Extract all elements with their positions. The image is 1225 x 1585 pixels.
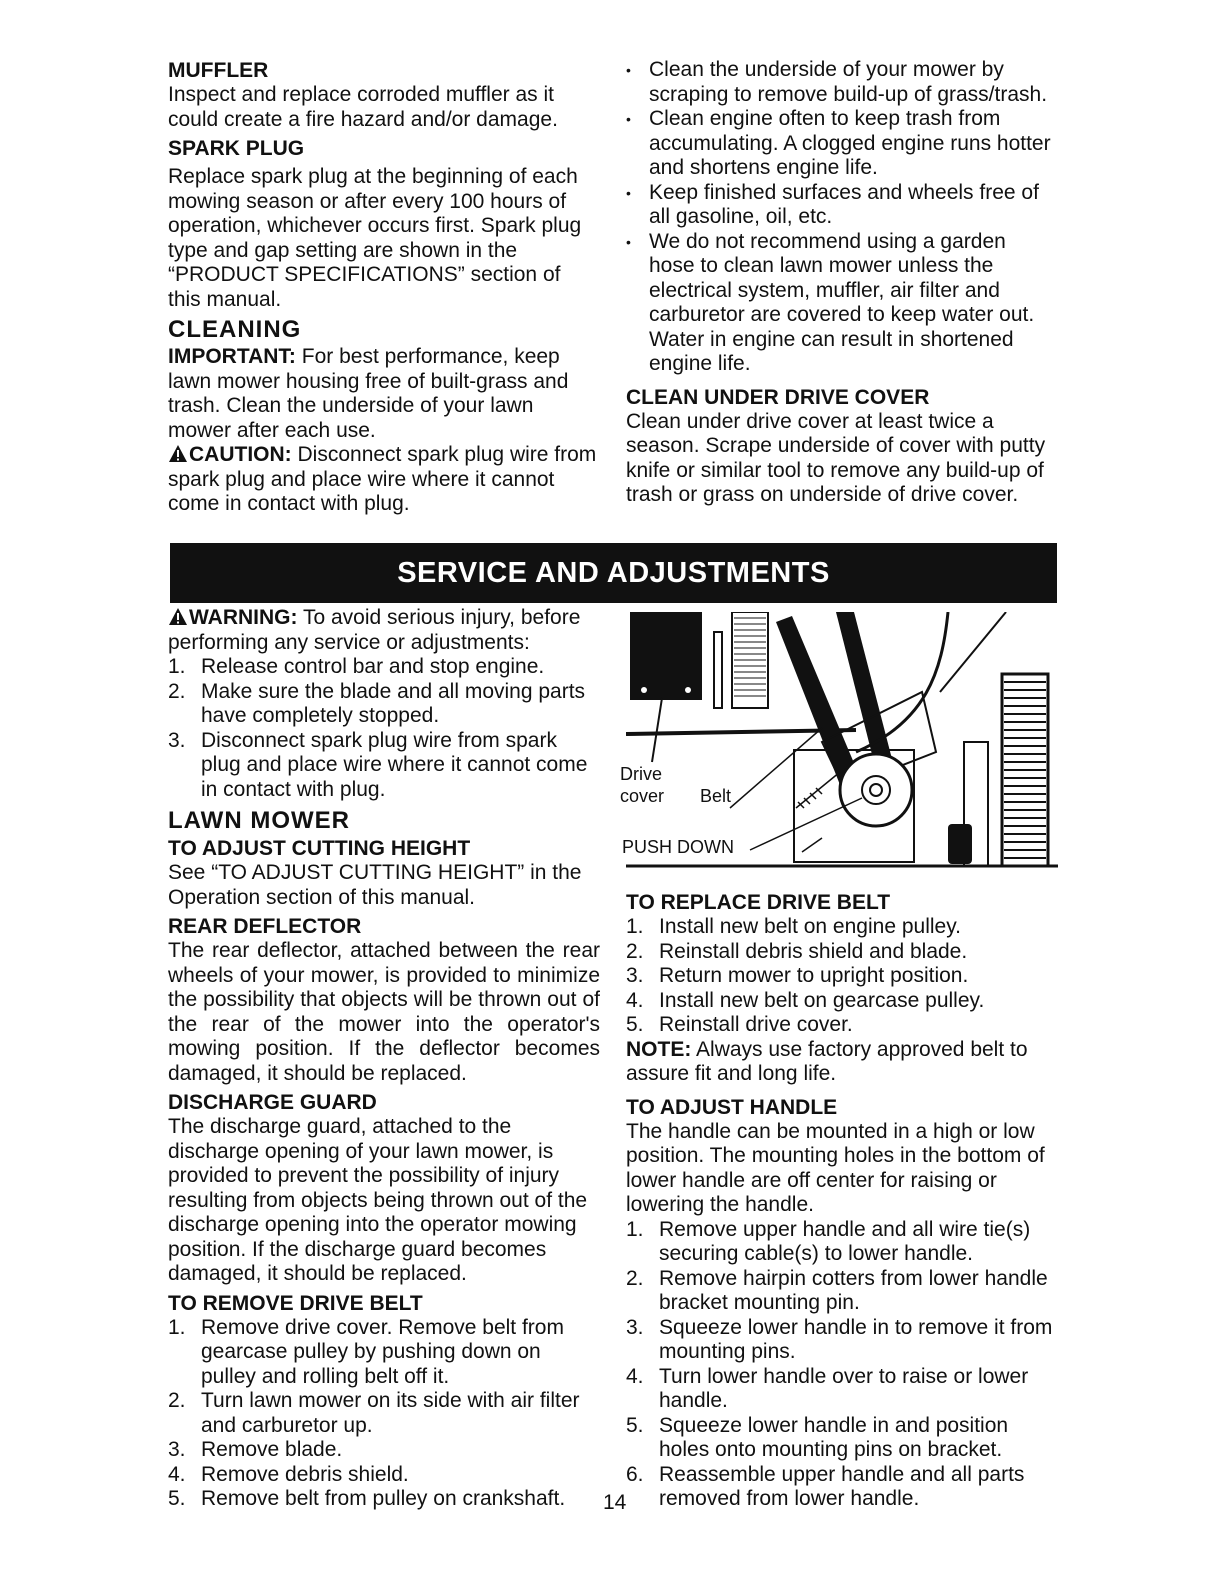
replace-step-text: Install new belt on engine pulley.: [659, 915, 961, 938]
section-banner: SERVICE AND ADJUSTMENTS: [170, 543, 1057, 603]
rear-deflector-text: The rear deflector, attached between the rear wheels of your mower, is provided to minimize the possibility that objects will be thrown out of the rear of the mower into the operator's mowing position. If the deflector becomes damaged, it should be replaced.: [168, 939, 600, 1085]
important-paragraph: [168, 345, 598, 443]
handle-step-text: Squeeze lower handle in and position holes onto mounting pins on bracket.: [659, 1413, 1009, 1461]
caution-text: Disconnect spark plug wire from spark plug and place wire where it cannot come in contact with plug.: [168, 443, 597, 515]
list-item: 3. Squeeze lower handle in to remove it from mounting pins.: [626, 1315, 1053, 1363]
list-item: 1. Release control bar and stop engine.: [168, 655, 545, 678]
list-item: 1. Install new belt on engine pulley.: [626, 915, 961, 938]
lawn-mower-heading: LAWN MOWER: [168, 807, 350, 834]
replace-drive-belt-heading: TO REPLACE DRIVE BELT: [626, 891, 891, 914]
remove-step-text: Remove debris shield.: [201, 1462, 409, 1486]
list-item: 2. Remove hairpin cotters from lower handle bracket mounting pin.: [626, 1266, 1048, 1314]
warning-paragraph: [168, 606, 600, 655]
list-item: 5. Reinstall drive cover.: [626, 1013, 853, 1036]
replace-step-text: Reinstall drive cover.: [659, 1013, 853, 1036]
discharge-guard-heading: DISCHARGE GUARD: [168, 1091, 377, 1114]
top-left-column: [168, 58, 598, 517]
list-item: 5. Remove belt from pulley on crankshaft.: [168, 1487, 566, 1510]
handle-step-text: Squeeze lower handle in to remove it from mounting pins.: [659, 1315, 1053, 1363]
adjust-handle-heading: TO ADJUST HANDLE: [626, 1095, 838, 1119]
replace-step-text: Return mower to upright position.: [659, 964, 969, 987]
remove-step-text: Remove drive cover. Remove belt from gearcase pulley by pushing down on pulley and rolling belt off it.: [201, 1315, 564, 1388]
cleaning-bullet: • We do not recommend using a garden hose to clean lawn mower unless the electrical system, muffler, air filter and carburetor are covered to keep water out. Water in engine can result in shortened engine life.: [616, 230, 1056, 377]
list-item: 1. Remove drive cover. Remove belt from gearcase pulley by pushing down on pulley and rolling belt off it.: [168, 1315, 564, 1388]
discharge-guard-text: The discharge guard, attached to the discharge opening of your lawn mower, is provided to prevent the possibility of injury resulting from objects being thrown out of the discharge opening into the operator mowing position. If the discharge guard becomes damaged, it should be replaced.: [168, 1115, 588, 1285]
page-number: 14: [603, 1491, 627, 1514]
caution-label: CAUTION:: [189, 443, 292, 466]
list-item: 5. Squeeze lower handle in and position holes onto mounting pins on bracket.: [626, 1413, 1009, 1461]
caution-paragraph: [168, 443, 598, 517]
warning-step-text: Make sure the blade and all moving parts have completely stopped.: [201, 679, 586, 727]
bottom-left-column: [168, 606, 600, 1512]
replace-drive-belt-steps: [626, 915, 1056, 1038]
list-item: 2. Make sure the blade and all moving parts have completely stopped.: [168, 679, 586, 727]
figure-label-belt: Belt: [700, 786, 732, 806]
top-right-column: [616, 58, 1056, 508]
warning-triangle-icon: [168, 607, 188, 626]
important-label: IMPORTANT:: [168, 345, 296, 368]
adjust-cutting-height-heading: TO ADJUST CUTTING HEIGHT: [168, 837, 471, 860]
cleaning-bullet: • Keep finished surfaces and wheels free of all gasoline, oil, etc.: [616, 181, 1056, 230]
list-item: 4. Remove debris shield.: [168, 1462, 409, 1486]
rear-deflector-heading: REAR DEFLECTOR: [168, 915, 362, 938]
figure-label-push-down: PUSH DOWN: [622, 837, 734, 857]
replace-step-text: Reinstall debris shield and blade.: [659, 939, 968, 963]
figure-label-cover: cover: [620, 786, 665, 806]
list-item: 4. Turn lower handle over to raise or lower handle.: [626, 1364, 1029, 1412]
cleaning-bullet: • Clean the underside of your mower by scraping to remove build-up of grass/trash.: [616, 58, 1056, 107]
cleaning-bullet: • Clean engine often to keep trash from accumulating. A clogged engine runs hotter and shortens engine life.: [616, 107, 1056, 181]
list-item: 1. Remove upper handle and all wire tie(s) securing cable(s) to lower handle.: [626, 1217, 1031, 1265]
spark-plug-text: Replace spark plug at the beginning of each mowing season or after every 100 hours of operation, whichever occurs first. Spark plug type and gap setting are shown in the “PRODUCT SPECIFICATIONS” section of this manual.: [168, 165, 582, 311]
list-item: 2. Reinstall debris shield and blade.: [626, 939, 968, 963]
warning-text: To avoid serious injury, before performing any service or adjustments:: [168, 606, 581, 654]
important-text: For best performance, keep lawn mower housing free of built-grass and trash. Clean the underside of your lawn mower after each use.: [168, 345, 569, 442]
remove-drive-belt-heading: TO REMOVE DRIVE BELT: [168, 1291, 423, 1315]
cleaning-heading: CLEANING: [168, 316, 302, 343]
clean-under-drive-cover-text: Clean under drive cover at least twice a season. Scrape underside of cover with putty knife or similar tool to remove any build-up of trash or grass on underside of drive cover.: [626, 409, 1046, 506]
list-item: 3. Remove blade.: [168, 1438, 343, 1461]
replace-step-text: Install new belt on gearcase pulley.: [659, 988, 985, 1012]
warning-triangle-icon: [168, 444, 188, 463]
handle-step-text: Reassemble upper handle and all parts removed from lower handle.: [659, 1462, 1025, 1510]
bottom-right-column: [626, 890, 1056, 1512]
note-text: Always use factory approved belt to assure fit and long life.: [626, 1037, 1028, 1085]
figure-label-drive: Drive: [620, 764, 663, 784]
clean-under-drive-cover-heading: CLEAN UNDER DRIVE COVER: [626, 385, 930, 409]
note-paragraph: [626, 1038, 1056, 1087]
remove-step-text: Turn lawn mower on its side with air filter and carburetor up.: [201, 1389, 580, 1437]
remove-drive-belt-steps: [168, 1316, 600, 1512]
warning-steps: [168, 655, 600, 802]
list-item: 3. Return mower to upright position.: [626, 964, 969, 987]
warning-label: WARNING:: [189, 606, 298, 629]
muffler-heading: MUFFLER: [168, 59, 269, 82]
adjust-cutting-height-text: See “TO ADJUST CUTTING HEIGHT” in the Operation section of this manual.: [168, 861, 582, 909]
drive-belt-figure: [620, 612, 1058, 884]
handle-step-text: Remove hairpin cotters from lower handle bracket mounting pin.: [659, 1266, 1048, 1314]
list-item: 2. Turn lawn mower on its side with air filter and carburetor up.: [168, 1389, 580, 1437]
warning-step-text: Release control bar and stop engine.: [201, 655, 545, 678]
note-label: NOTE:: [626, 1037, 692, 1061]
warning-step-text: Disconnect spark plug wire from spark plug and place wire where it cannot come in contact with plug.: [201, 728, 588, 801]
cleaning-bullet-list: [616, 58, 1056, 377]
muffler-text: Inspect and replace corroded muffler as it could create a fire hazard and/or damage.: [168, 83, 558, 131]
spark-plug-heading: SPARK PLUG: [168, 137, 305, 160]
remove-step-text: Remove belt from pulley on crankshaft.: [201, 1487, 566, 1510]
adjust-handle-steps: [626, 1218, 1056, 1512]
list-item: 6. Reassemble upper handle and all parts removed from lower handle.: [626, 1462, 1025, 1510]
list-item: 4. Install new belt on gearcase pulley.: [626, 988, 985, 1012]
list-item: 3. Disconnect spark plug wire from spark plug and place wire where it cannot come in contact with plug.: [168, 728, 588, 801]
remove-step-text: Remove blade.: [201, 1438, 343, 1461]
handle-step-text: Turn lower handle over to raise or lower handle.: [659, 1364, 1029, 1412]
adjust-handle-text: The handle can be mounted in a high or low position. The mounting holes in the bottom of lower handle are off center for raising or lowering the handle.: [626, 1119, 1045, 1216]
handle-step-text: Remove upper handle and all wire tie(s) securing cable(s) to lower handle.: [659, 1217, 1031, 1265]
